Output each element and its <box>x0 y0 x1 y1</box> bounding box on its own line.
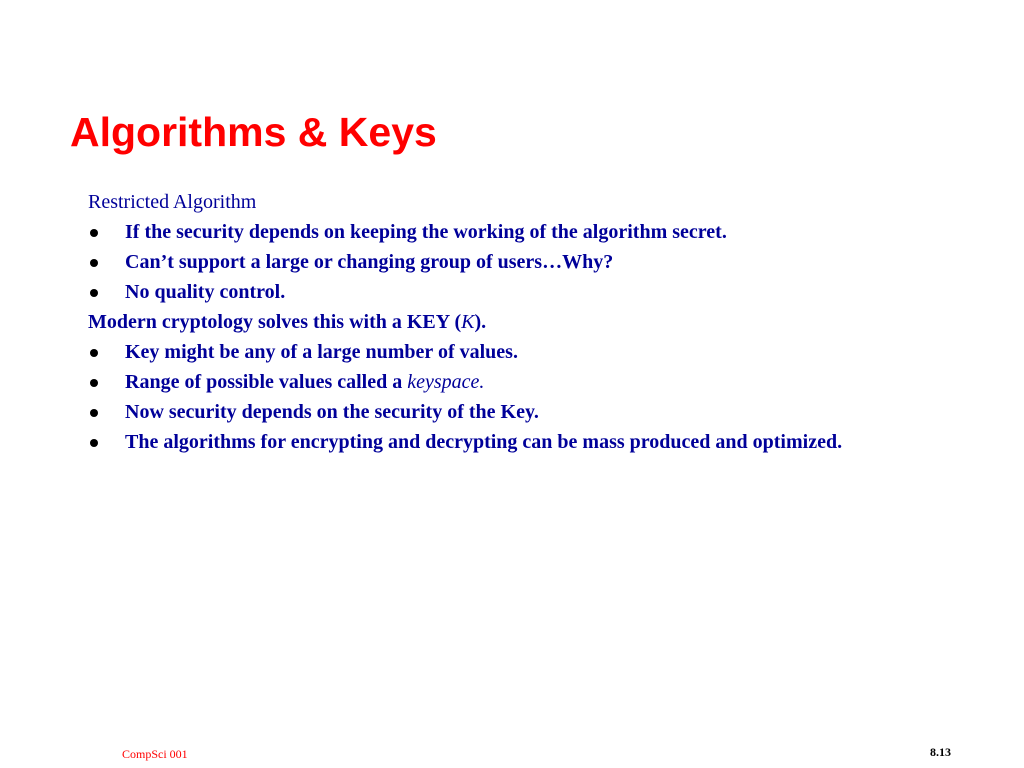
bullet-item <box>88 340 948 364</box>
bullet-text: Now security depends on the security of the Key. <box>125 401 539 423</box>
bullet-text: If the security depends on keeping the working of the algorithm secret. <box>125 221 727 243</box>
footer-page-number: 8.13 <box>930 745 951 759</box>
bullet-text: The algorithms for encrypting and decrypting can be mass produced and optimized. <box>125 431 843 453</box>
bullet-dot-icon <box>90 259 98 267</box>
bullet-text: No quality control. <box>125 281 286 303</box>
bullet-item <box>88 400 948 424</box>
slide-title: Algorithms & Keys <box>70 109 437 155</box>
bullet-dot-icon <box>90 439 98 447</box>
heading-prefix: Modern cryptology solves this with a KEY ( <box>88 311 462 333</box>
bullet-item <box>88 280 948 304</box>
bullet-item <box>88 430 948 454</box>
section-heading-restricted-algorithm: Restricted Algorithm <box>88 191 257 213</box>
bullet-dot-icon <box>90 229 98 237</box>
bullet-dot-icon <box>90 379 98 387</box>
bullet-text: Key might be any of a large number of values. <box>125 341 518 363</box>
bullet-text-prefix: Range of possible values called a <box>125 371 408 393</box>
bullet-text: Can’t support a large or changing group of users…Why? <box>125 251 614 273</box>
bullet-item <box>88 220 948 244</box>
footer-course-label: CompSci 001 <box>122 747 188 761</box>
bullet-dot-icon <box>90 289 98 297</box>
section-heading-modern-cryptology <box>88 310 948 334</box>
slide-content <box>88 190 948 460</box>
heading-suffix: ). <box>474 311 487 333</box>
bullet-item <box>88 250 948 274</box>
bullet-item <box>88 370 948 394</box>
bullet-text-italic-keyspace: keyspace. <box>407 371 485 393</box>
heading-italic-k: K <box>461 311 475 333</box>
bullet-dot-icon <box>90 349 98 357</box>
bullet-dot-icon <box>90 409 98 417</box>
